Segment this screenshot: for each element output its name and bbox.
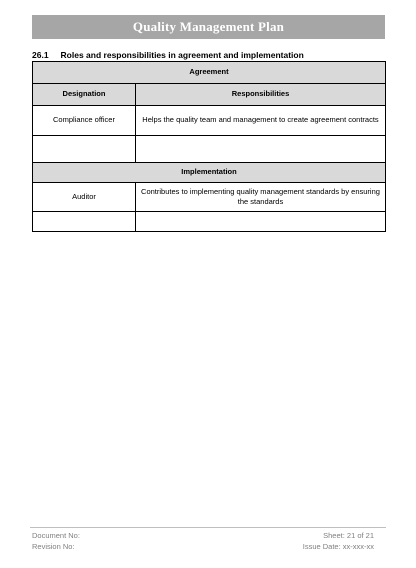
table-row [33, 212, 386, 232]
footer-sheet: Sheet: 21 of 21 [323, 531, 374, 540]
designation-cell [33, 136, 136, 163]
designation-cell: Auditor [33, 183, 136, 212]
footer-document-no: Document No: [32, 531, 80, 540]
footer-revision-no: Revision No: [32, 542, 75, 551]
section-heading [32, 50, 304, 60]
section-number: 26.1 [32, 50, 49, 60]
designation-cell: Compliance officer [33, 106, 136, 136]
responsibility-cell: Helps the quality team and management to create agreement contracts [136, 106, 386, 136]
roles-table [32, 61, 386, 232]
group-title: Agreement [33, 62, 386, 84]
column-header-responsibilities: Responsibilities [136, 84, 386, 106]
section-title: Roles and responsibilities in agreement and implementation [60, 50, 304, 60]
responsibility-cell [136, 212, 386, 232]
group-title: Implementation [33, 163, 386, 183]
table-row [33, 106, 386, 136]
title-banner [32, 15, 385, 39]
designation-cell [33, 212, 136, 232]
footer-divider [30, 527, 386, 528]
table-row [33, 183, 386, 212]
responsibility-cell: Contributes to implementing quality management standards by ensuring the standards [136, 183, 386, 212]
document-title: Quality Management Plan [132, 19, 285, 34]
table-header-row [33, 84, 386, 106]
responsibility-cell [136, 136, 386, 163]
group-row-implementation [33, 163, 386, 183]
table-row [33, 136, 386, 163]
group-row-agreement [33, 62, 386, 84]
footer-issue-date: Issue Date: xx-xxx-xx [302, 542, 374, 551]
column-header-designation: Designation [33, 84, 136, 106]
